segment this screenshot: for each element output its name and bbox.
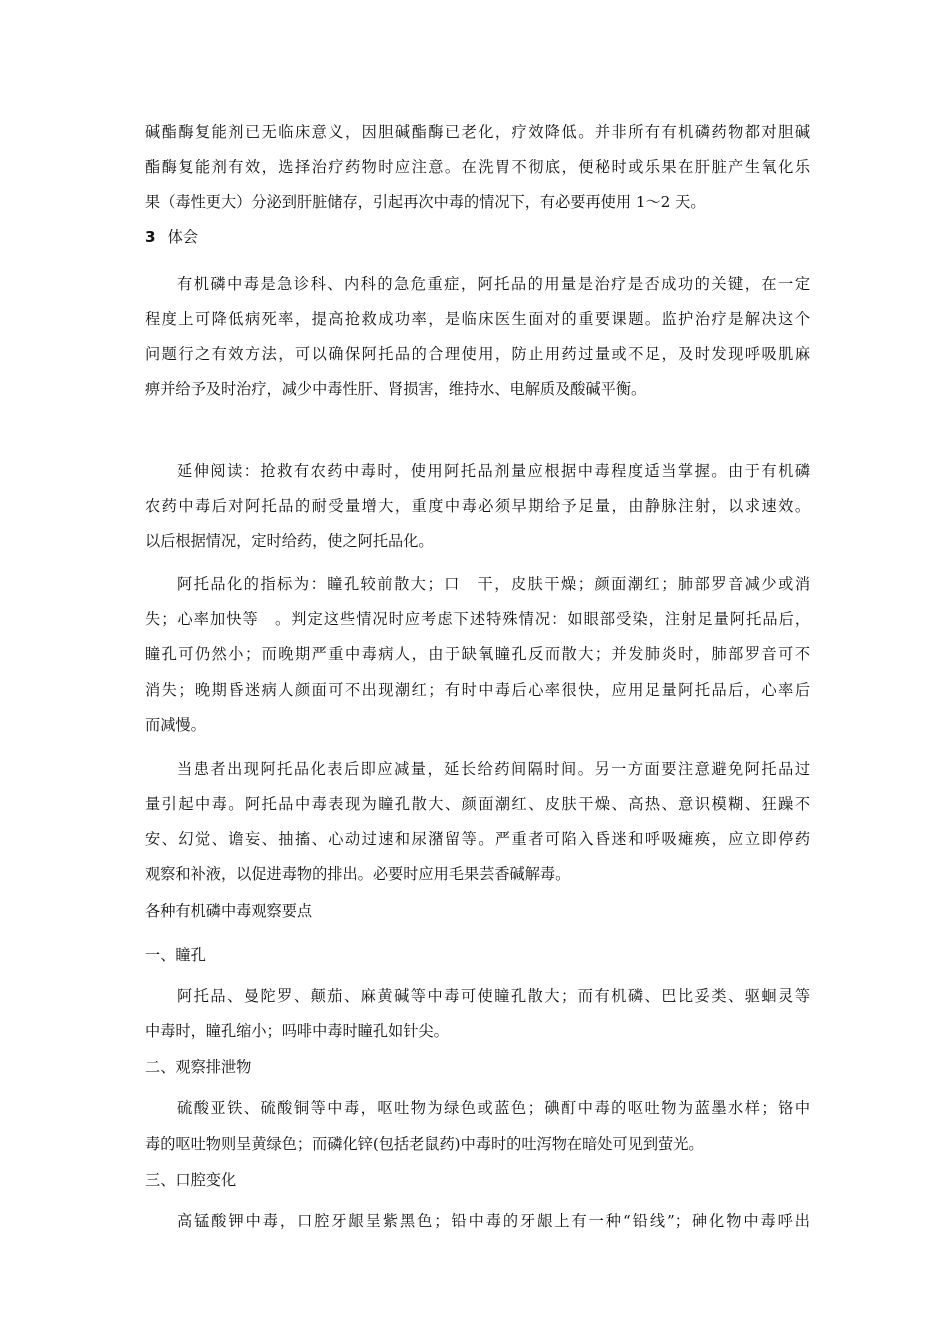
section-heading — [145, 226, 198, 248]
paragraph-line: 有机磷中毒是急诊科、内科的急危重症，阿托品的用量是治疗是否成功的关键，在一定 — [177, 275, 810, 293]
paragraph-line: 农药中毒后对阿托品的耐受量增大，重度中毒必须早期给予足量，由静脉注射，以求速效。 — [145, 497, 810, 515]
paragraph-line: 阿托品化的指标为：瞳孔较前散大；口 干，皮肤干燥；颜面潮红；肺部罗音减少或消 — [177, 575, 810, 593]
item-heading-excreta: 二、观察排泄物 — [145, 1058, 252, 1076]
paragraph-line: 痹并给予及时治疗，减少中毒性肝、肾损害，维持水、电解质及酸碱平衡。 — [145, 380, 647, 398]
paragraph-line: 而减慢。 — [145, 716, 206, 734]
paragraph-line: 问题行之有效方法，可以确保阿托品的合理使用，防止用药过量或不足，及时发现呼吸肌麻 — [145, 345, 810, 363]
paragraph-line: 高锰酸钾中毒，口腔牙龈呈紫黑色；铅中毒的牙龈上有一种“铅线”；砷化物中毒呼出 — [177, 1212, 810, 1230]
paragraph-line: 量引起中毒。阿托品中毒表现为瞳孔散大、颜面潮红、皮肤干燥、高热、意识模糊、狂躁不 — [145, 795, 810, 813]
paragraph-line: 碱酯酶复能剂已无临床意义，因胆碱酯酶已老化，疗效降低。并非所有有机磷药物都对胆碱 — [145, 123, 810, 141]
subsection-heading: 各种有机磷中毒观察要点 — [145, 902, 313, 920]
paragraph-line: 硫酸亚铁、硫酸铜等中毒，呕吐物为绿色或蓝色；碘酊中毒的呕吐物为蓝墨水样；铬中 — [177, 1099, 810, 1117]
paragraph-line: 失；心率加快等 。判定这些情况时应考虑下述特殊情况：如眼部受染，注射足量阿托品后， — [145, 610, 810, 628]
paragraph-line: 以后根据情况，定时给药，使之阿托品化。 — [145, 532, 434, 550]
paragraph-line: 当患者出现阿托品化表后即应减量，延长给药间隔时间。另一方面要注意避免阿托品过 — [177, 760, 810, 778]
paragraph-line: 安、幻觉、谵妄、抽搐、心动过速和尿潴留等。严重者可陷入昏迷和呼吸瘫痪，应立即停药 — [145, 830, 810, 848]
paragraph-line: 毒的呕吐物则呈黄绿色；而磷化锌(包括老鼠药)中毒时的吐泻物在暗处可见到萤光。 — [145, 1135, 704, 1153]
item-heading-oral: 三、口腔变化 — [145, 1171, 237, 1189]
section-title: 体会 — [167, 228, 198, 246]
paragraph-line: 酯酶复能剂有效，选择治疗药物时应注意。在洗胃不彻底，便秘时或乐果在肝脏产生氧化乐 — [145, 158, 810, 176]
paragraph-line: 消失；晚期昏迷病人颜面可不出现潮红；有时中毒后心率很快，应用足量阿托品后，心率后 — [145, 681, 810, 699]
paragraph-line: 瞳孔可仍然小；而晚期严重中毒病人，由于缺氧瞳孔反而散大；并发肺炎时，肺部罗音可不 — [145, 645, 810, 663]
paragraph-line: 果（毒性更大）分泌到肝脏储存，引起再次中毒的情况下，有必要再使用 1～2 天。 — [145, 193, 706, 211]
paragraph-line: 阿托品、曼陀罗、颠茄、麻黄碱等中毒可使瞳孔散大；而有机磷、巴比妥类、驱蛔灵等 — [177, 987, 810, 1005]
paragraph-line: 观察和补液，以促进毒物的排出。必要时应用毛果芸香碱解毒。 — [145, 865, 571, 883]
item-heading-pupil: 一、瞳孔 — [145, 946, 206, 964]
paragraph-line: 延伸阅读：抢救有农药中毒时，使用阿托品剂量应根据中毒程度适当掌握。由于有机磷 — [177, 462, 810, 480]
paragraph-line: 中毒时，瞳孔缩小；吗啡中毒时瞳孔如针尖。 — [145, 1022, 449, 1040]
paragraph-line: 程度上可降低病死率，提高抢救成功率，是临床医生面对的重要课题。监护治疗是解决这个 — [145, 310, 810, 328]
section-number: 3 — [145, 228, 156, 246]
